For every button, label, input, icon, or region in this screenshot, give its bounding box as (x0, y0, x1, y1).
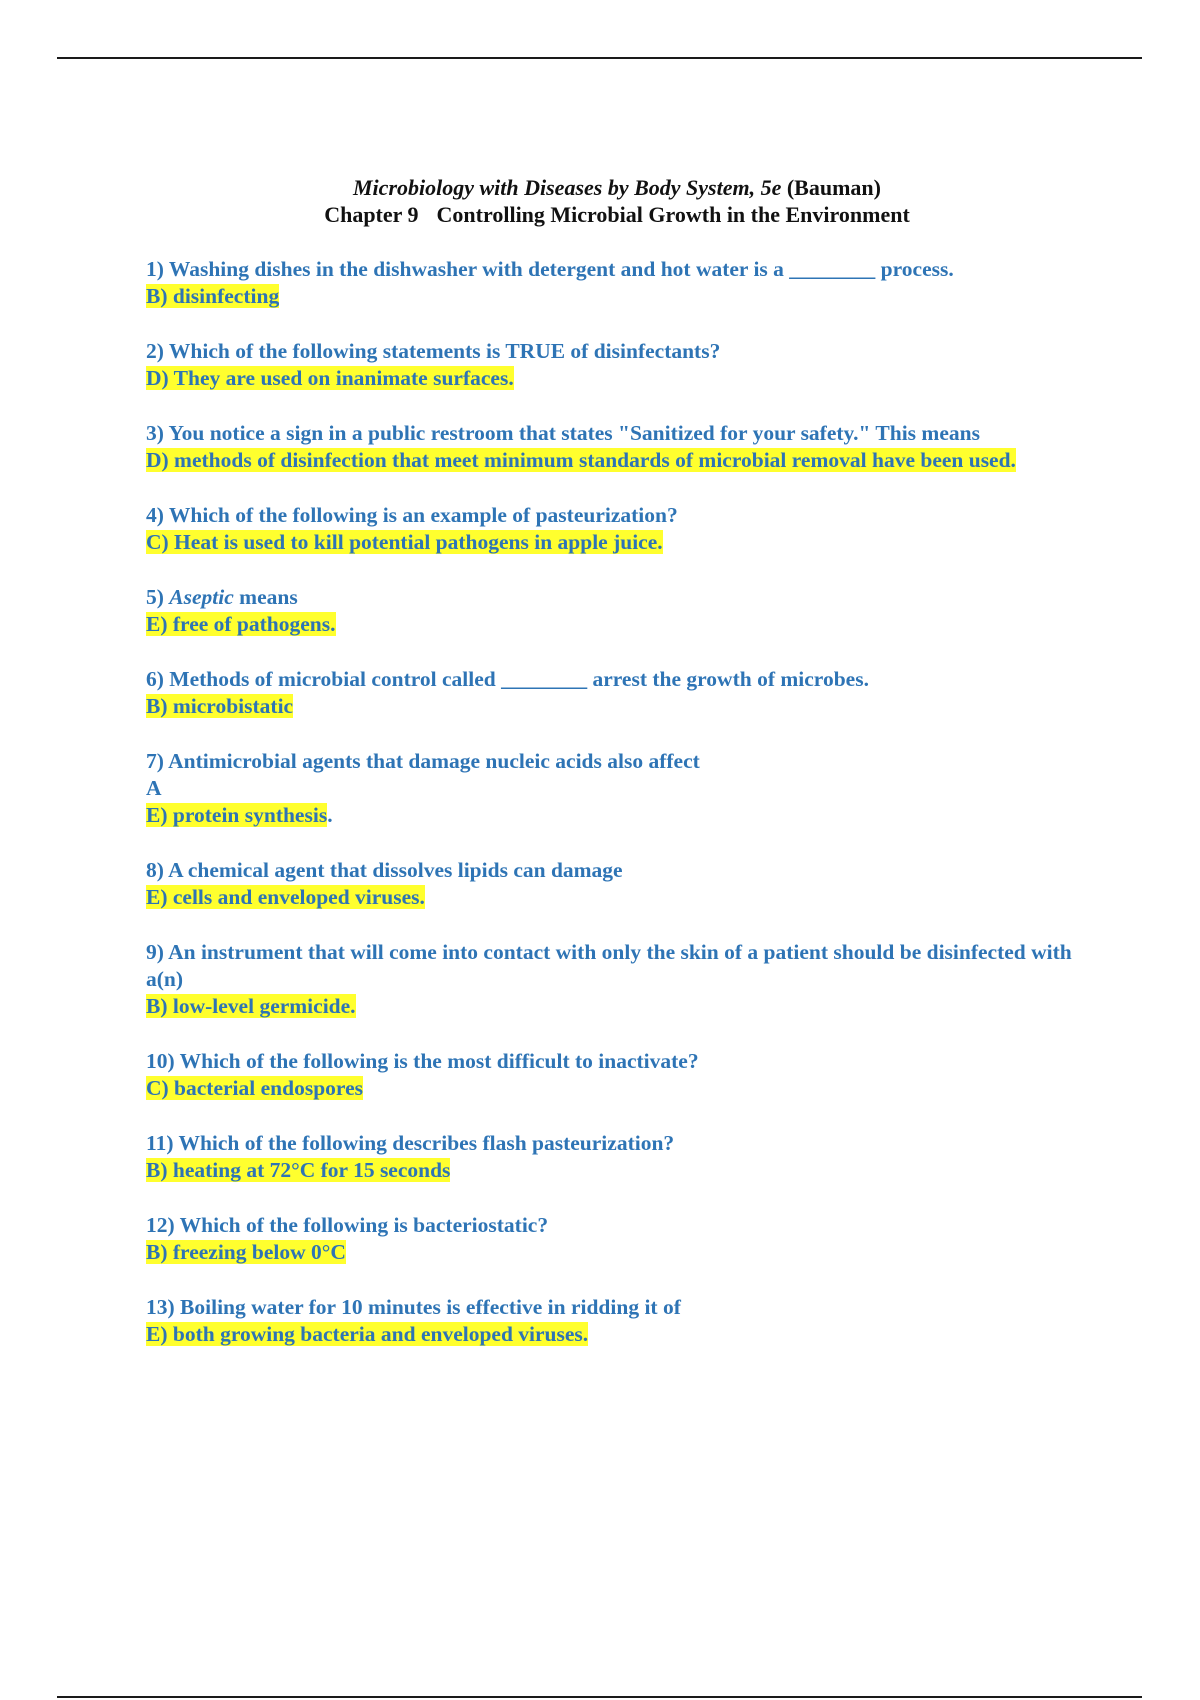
question-item (146, 857, 1096, 911)
question-item (146, 338, 1096, 392)
answer-text: B) heating at 72°C for 15 seconds (146, 1158, 451, 1182)
answer-text: B) low-level germicide. (146, 994, 356, 1018)
answer-line (146, 529, 1096, 556)
question-item (146, 502, 1096, 556)
stray-answer-letter: A (146, 776, 162, 800)
answer-line (146, 1239, 1096, 1266)
answer-text: E) both growing bacteria and enveloped viruses. (146, 1322, 589, 1346)
answer-line (146, 1157, 1096, 1184)
answer-tail: . (327, 803, 333, 827)
book-title: Microbiology with Diseases by Body System, 5e (353, 175, 782, 200)
answer-text: E) protein synthesis (146, 803, 328, 827)
answer-text: E) free of pathogens. (146, 612, 336, 636)
answer-text: B) disinfecting (146, 284, 280, 308)
answer-text: D) methods of disinfection that meet minimum standards of microbial removal have been used. (146, 448, 1016, 472)
question-text: 7) Antimicrobial agents that damage nucleic acids also affect (146, 749, 700, 773)
question-prefix: 5) (146, 585, 170, 609)
question-item (146, 939, 1096, 1020)
document-header (0, 174, 1200, 228)
question-italic-term: Aseptic (169, 585, 234, 609)
answer-line (146, 693, 1096, 720)
question-item (146, 1048, 1096, 1102)
question-item (146, 256, 1096, 310)
answer-line (146, 365, 1096, 392)
answer-text: B) freezing below 0°C (146, 1240, 346, 1264)
question-text: 1) Washing dishes in the dishwasher with detergent and hot water is a ________ process. (146, 257, 954, 281)
top-rule (57, 57, 1142, 59)
answer-line (146, 611, 1096, 638)
question-text: 11) Which of the following describes flash pasteurization? (146, 1131, 675, 1155)
answer-line (146, 884, 1096, 911)
answer-text: B) microbistatic (146, 694, 294, 718)
question-item (146, 1294, 1096, 1348)
question-text: 2) Which of the following statements is TRUE of disinfectants? (146, 339, 721, 363)
chapter-line (0, 201, 1200, 228)
answer-line (146, 283, 1096, 310)
question-item (146, 748, 1096, 829)
answer-text: C) Heat is used to kill potential pathogens in apple juice. (146, 530, 663, 554)
answer-line (146, 802, 1096, 829)
question-item (146, 584, 1096, 638)
chapter-label: Chapter 9 (324, 202, 419, 227)
answer-line (146, 1075, 1096, 1102)
question-item (146, 1130, 1096, 1184)
chapter-title: Controlling Microbial Growth in the Environment (436, 202, 910, 227)
question-item (146, 1212, 1096, 1266)
question-item (146, 420, 1096, 474)
author: (Bauman) (786, 175, 881, 200)
question-text: 9) An instrument that will come into contact with only the skin of a patient should be disinfected with a(n) (146, 940, 1072, 991)
question-text: 10) Which of the following is the most difficult to inactivate? (146, 1049, 699, 1073)
answer-text: C) bacterial endospores (146, 1076, 363, 1100)
question-item (146, 666, 1096, 720)
question-text: 8) A chemical agent that dissolves lipids can damage (146, 858, 623, 882)
answer-line (146, 447, 1096, 474)
question-text: 3) You notice a sign in a public restroom that states "Sanitized for your safety." This means (146, 421, 980, 445)
question-suffix: means (233, 585, 298, 609)
book-title-line (0, 174, 1200, 201)
answer-line (146, 1321, 1096, 1348)
bottom-rule (57, 1696, 1142, 1698)
question-text: 13) Boiling water for 10 minutes is effective in ridding it of (146, 1295, 681, 1319)
question-text: 12) Which of the following is bacteriostatic? (146, 1213, 549, 1237)
question-text: 6) Methods of microbial control called ________ arrest the growth of microbes. (146, 667, 869, 691)
question-text: 4) Which of the following is an example of pasteurization? (146, 503, 678, 527)
answer-text: D) They are used on inanimate surfaces. (146, 366, 514, 390)
answer-text: E) cells and enveloped viruses. (146, 885, 425, 909)
question-text (146, 584, 1096, 611)
question-list (146, 256, 1096, 1376)
answer-line (146, 993, 1096, 1020)
